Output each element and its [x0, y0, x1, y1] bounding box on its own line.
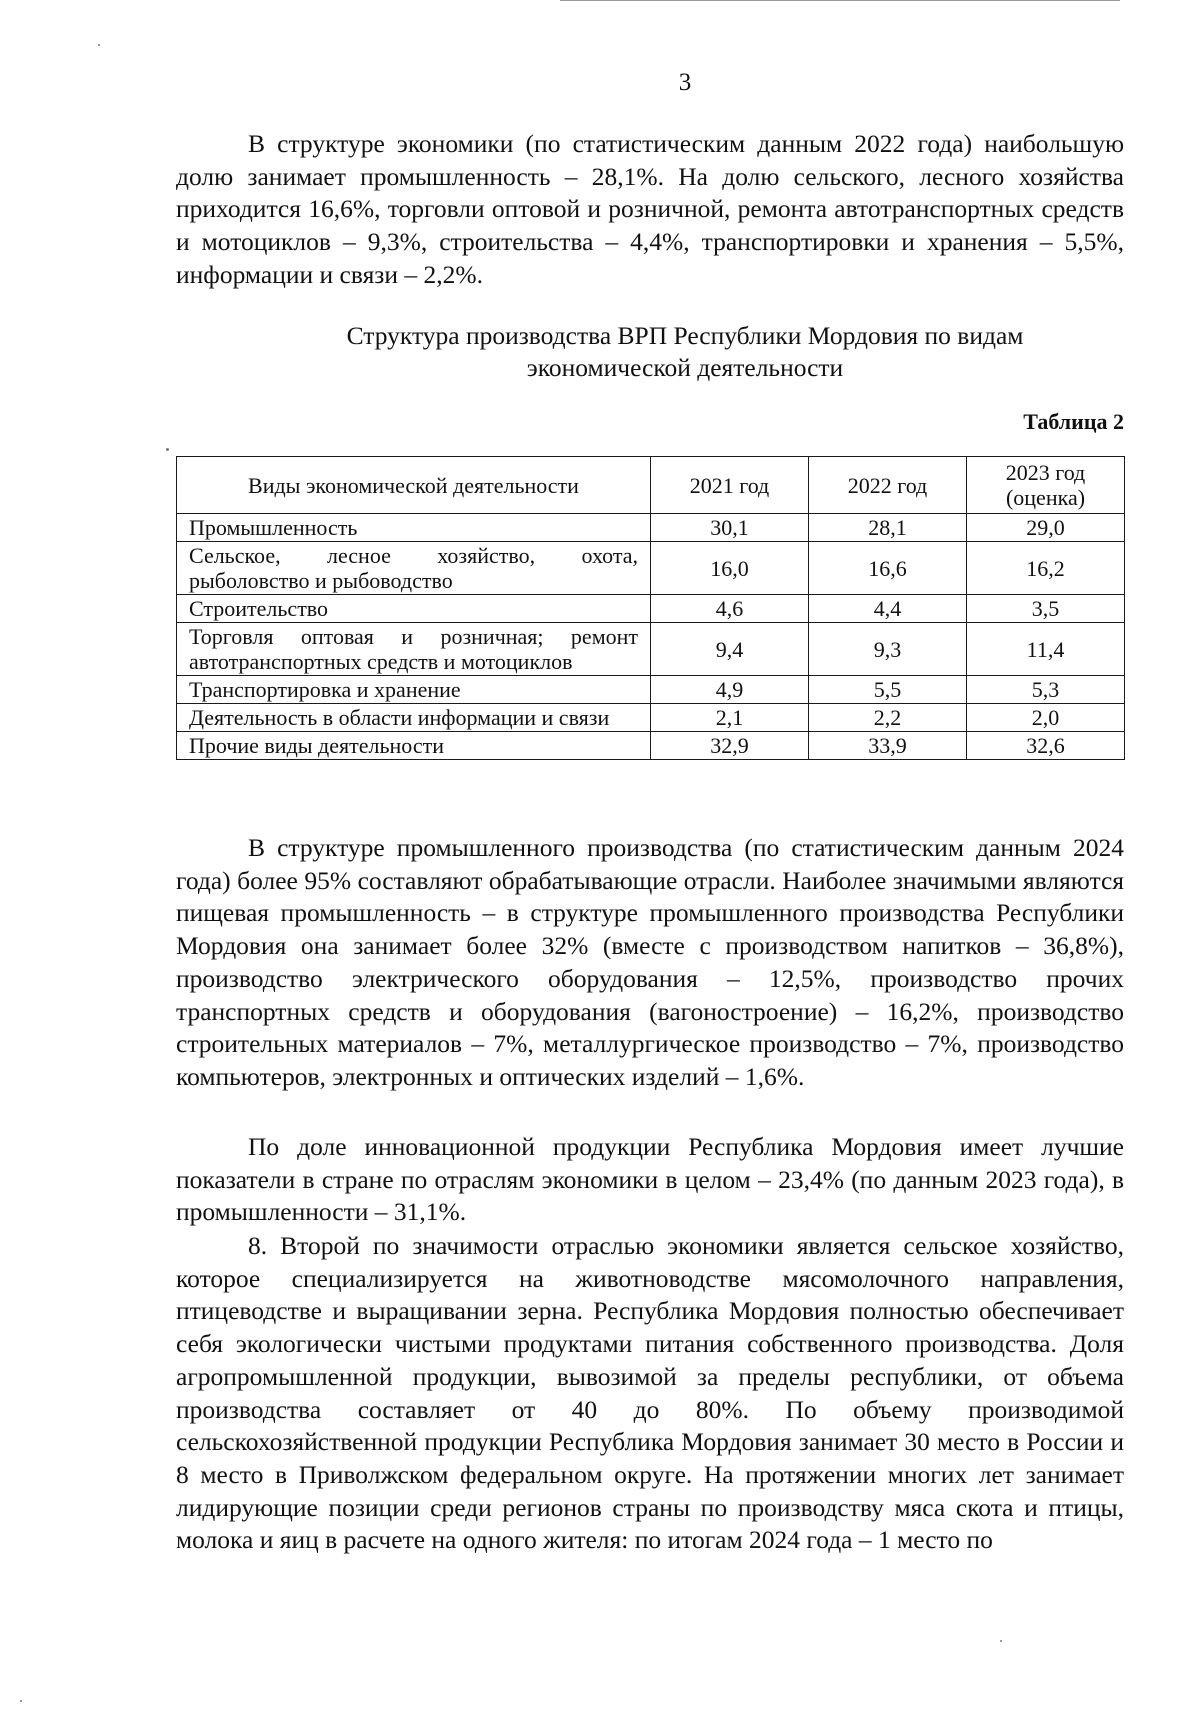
cell-2023: 32,6 — [967, 732, 1125, 760]
table-title: Структура производства ВРП Республики Мордовия по видам экономической деятельности — [346, 321, 1024, 382]
table-row — [177, 704, 1125, 732]
page-number: 3 — [678, 69, 692, 96]
scan-speck — [1000, 1640, 1002, 1642]
scan-speck — [166, 448, 169, 451]
cell-2023: 5,3 — [967, 676, 1125, 704]
header-2022: 2022 год — [809, 457, 967, 514]
row-activity-name: Транспортировка и хранение — [177, 676, 651, 704]
header-2023: 2023 год (оценка) — [967, 457, 1125, 514]
cell-2021: 9,4 — [651, 623, 809, 676]
cell-2022: 33,9 — [809, 732, 967, 760]
cell-2021: 16,0 — [651, 542, 809, 595]
header-2021: 2021 год — [651, 457, 809, 514]
table-row — [177, 542, 1125, 595]
cell-2022: 2,2 — [809, 704, 967, 732]
cell-2022: 5,5 — [809, 676, 967, 704]
scan-speck — [20, 1700, 22, 1702]
table-header-row — [177, 457, 1125, 514]
cell-2021: 4,9 — [651, 676, 809, 704]
row-activity-name: Деятельность в области информации и связи — [177, 704, 651, 732]
paragraph-economy-structure: В структуре экономики (по статистическим данным 2022 года) наибольшую долю занимает промышленность – 28,1%. На долю сельского, лесного хозяйства приходится 16,6%, торговли оптовой и розничной, ремонта автотранспортных средств и мотоциклов – 9,3%, строительства – 4,4%, транспортировки и хранения – 5,5%, информации и связи – 2,2%. — [176, 129, 1124, 289]
cell-2022: 9,3 — [809, 623, 967, 676]
cell-2022: 28,1 — [809, 514, 967, 542]
cell-2021: 32,9 — [651, 732, 809, 760]
cell-2022: 16,6 — [809, 542, 967, 595]
cell-2023: 11,4 — [967, 623, 1125, 676]
scan-edge-line — [560, 0, 1120, 1]
cell-2021: 2,1 — [651, 704, 809, 732]
row-activity-name: Торговля оптовая и розничная; ремонт автотранспортных средств и мотоциклов — [177, 623, 651, 676]
cell-2023: 16,2 — [967, 542, 1125, 595]
cell-2023: 3,5 — [967, 595, 1125, 623]
grp-structure-table — [176, 456, 1125, 760]
table-row — [177, 514, 1125, 542]
cell-2022: 4,4 — [809, 595, 967, 623]
row-activity-name: Строительство — [177, 595, 651, 623]
table-row — [177, 595, 1125, 623]
header-activity: Виды экономической деятельности — [177, 457, 651, 514]
cell-2021: 4,6 — [651, 595, 809, 623]
paragraph-innovation-share: По доле инновационной продукции Республика Мордовия имеет лучшие показатели в стране по отраслям экономики в целом – 23,4% (по данным 2023 года), в промышленности – 31,1%. — [176, 1132, 1124, 1227]
paragraph-agriculture: 8. Второй по значимости отраслью экономики является сельское хозяйство, которое специализируется на животноводстве мясомолочного направления, птицеводстве и выращивании зерна. Республика Мордовия полностью обеспечивает себя экологически чистыми продуктами питания собственного производства. Доля агропромышленной продукции, вывозимой за пределы республики, от объема производства составляет от 40 до 80%. По объему производимой сельскохозяйственной продукции Республика Мордовия занимает 30 место в России и 8 место в Приволжском федеральном округе. На протяжении многих лет занимает лидирующие позиции среди регионов страны по производству мяса скота и птицы, молока и яиц в расчете на одного жителя: по итогам 2024 года – 1 место по — [176, 1231, 1124, 1555]
table-caption: Таблица 2 — [1023, 409, 1124, 434]
paragraph-industry-structure: В структуре промышленного производства (по статистическим данным 2024 года) более 95% составляют обрабатывающие отрасли. Наиболее значимыми являются пищевая промышленность – в структуре промышленного производства Республики Мордовия она занимает более 32% (вместе с производством напитков – 36,8%), производство электрического оборудования – 12,5%, производство прочих транспортных средств и оборудования (вагоностроение) – 16,2%, производство строительных материалов – 7%, металлургическое производство – 7%, производство компьютеров, электронных и оптических изделий – 1,6%. — [176, 833, 1124, 1091]
row-activity-name: Промышленность — [177, 514, 651, 542]
cell-2023: 2,0 — [967, 704, 1125, 732]
row-activity-name: Сельское, лесное хозяйство, охота, рыболовство и рыбоводство — [177, 542, 651, 595]
table-row — [177, 732, 1125, 760]
cell-2021: 30,1 — [651, 514, 809, 542]
row-activity-name: Прочие виды деятельности — [177, 732, 651, 760]
cell-2023: 29,0 — [967, 514, 1125, 542]
scan-speck — [98, 44, 100, 46]
table-row — [177, 676, 1125, 704]
table-row — [177, 623, 1125, 676]
